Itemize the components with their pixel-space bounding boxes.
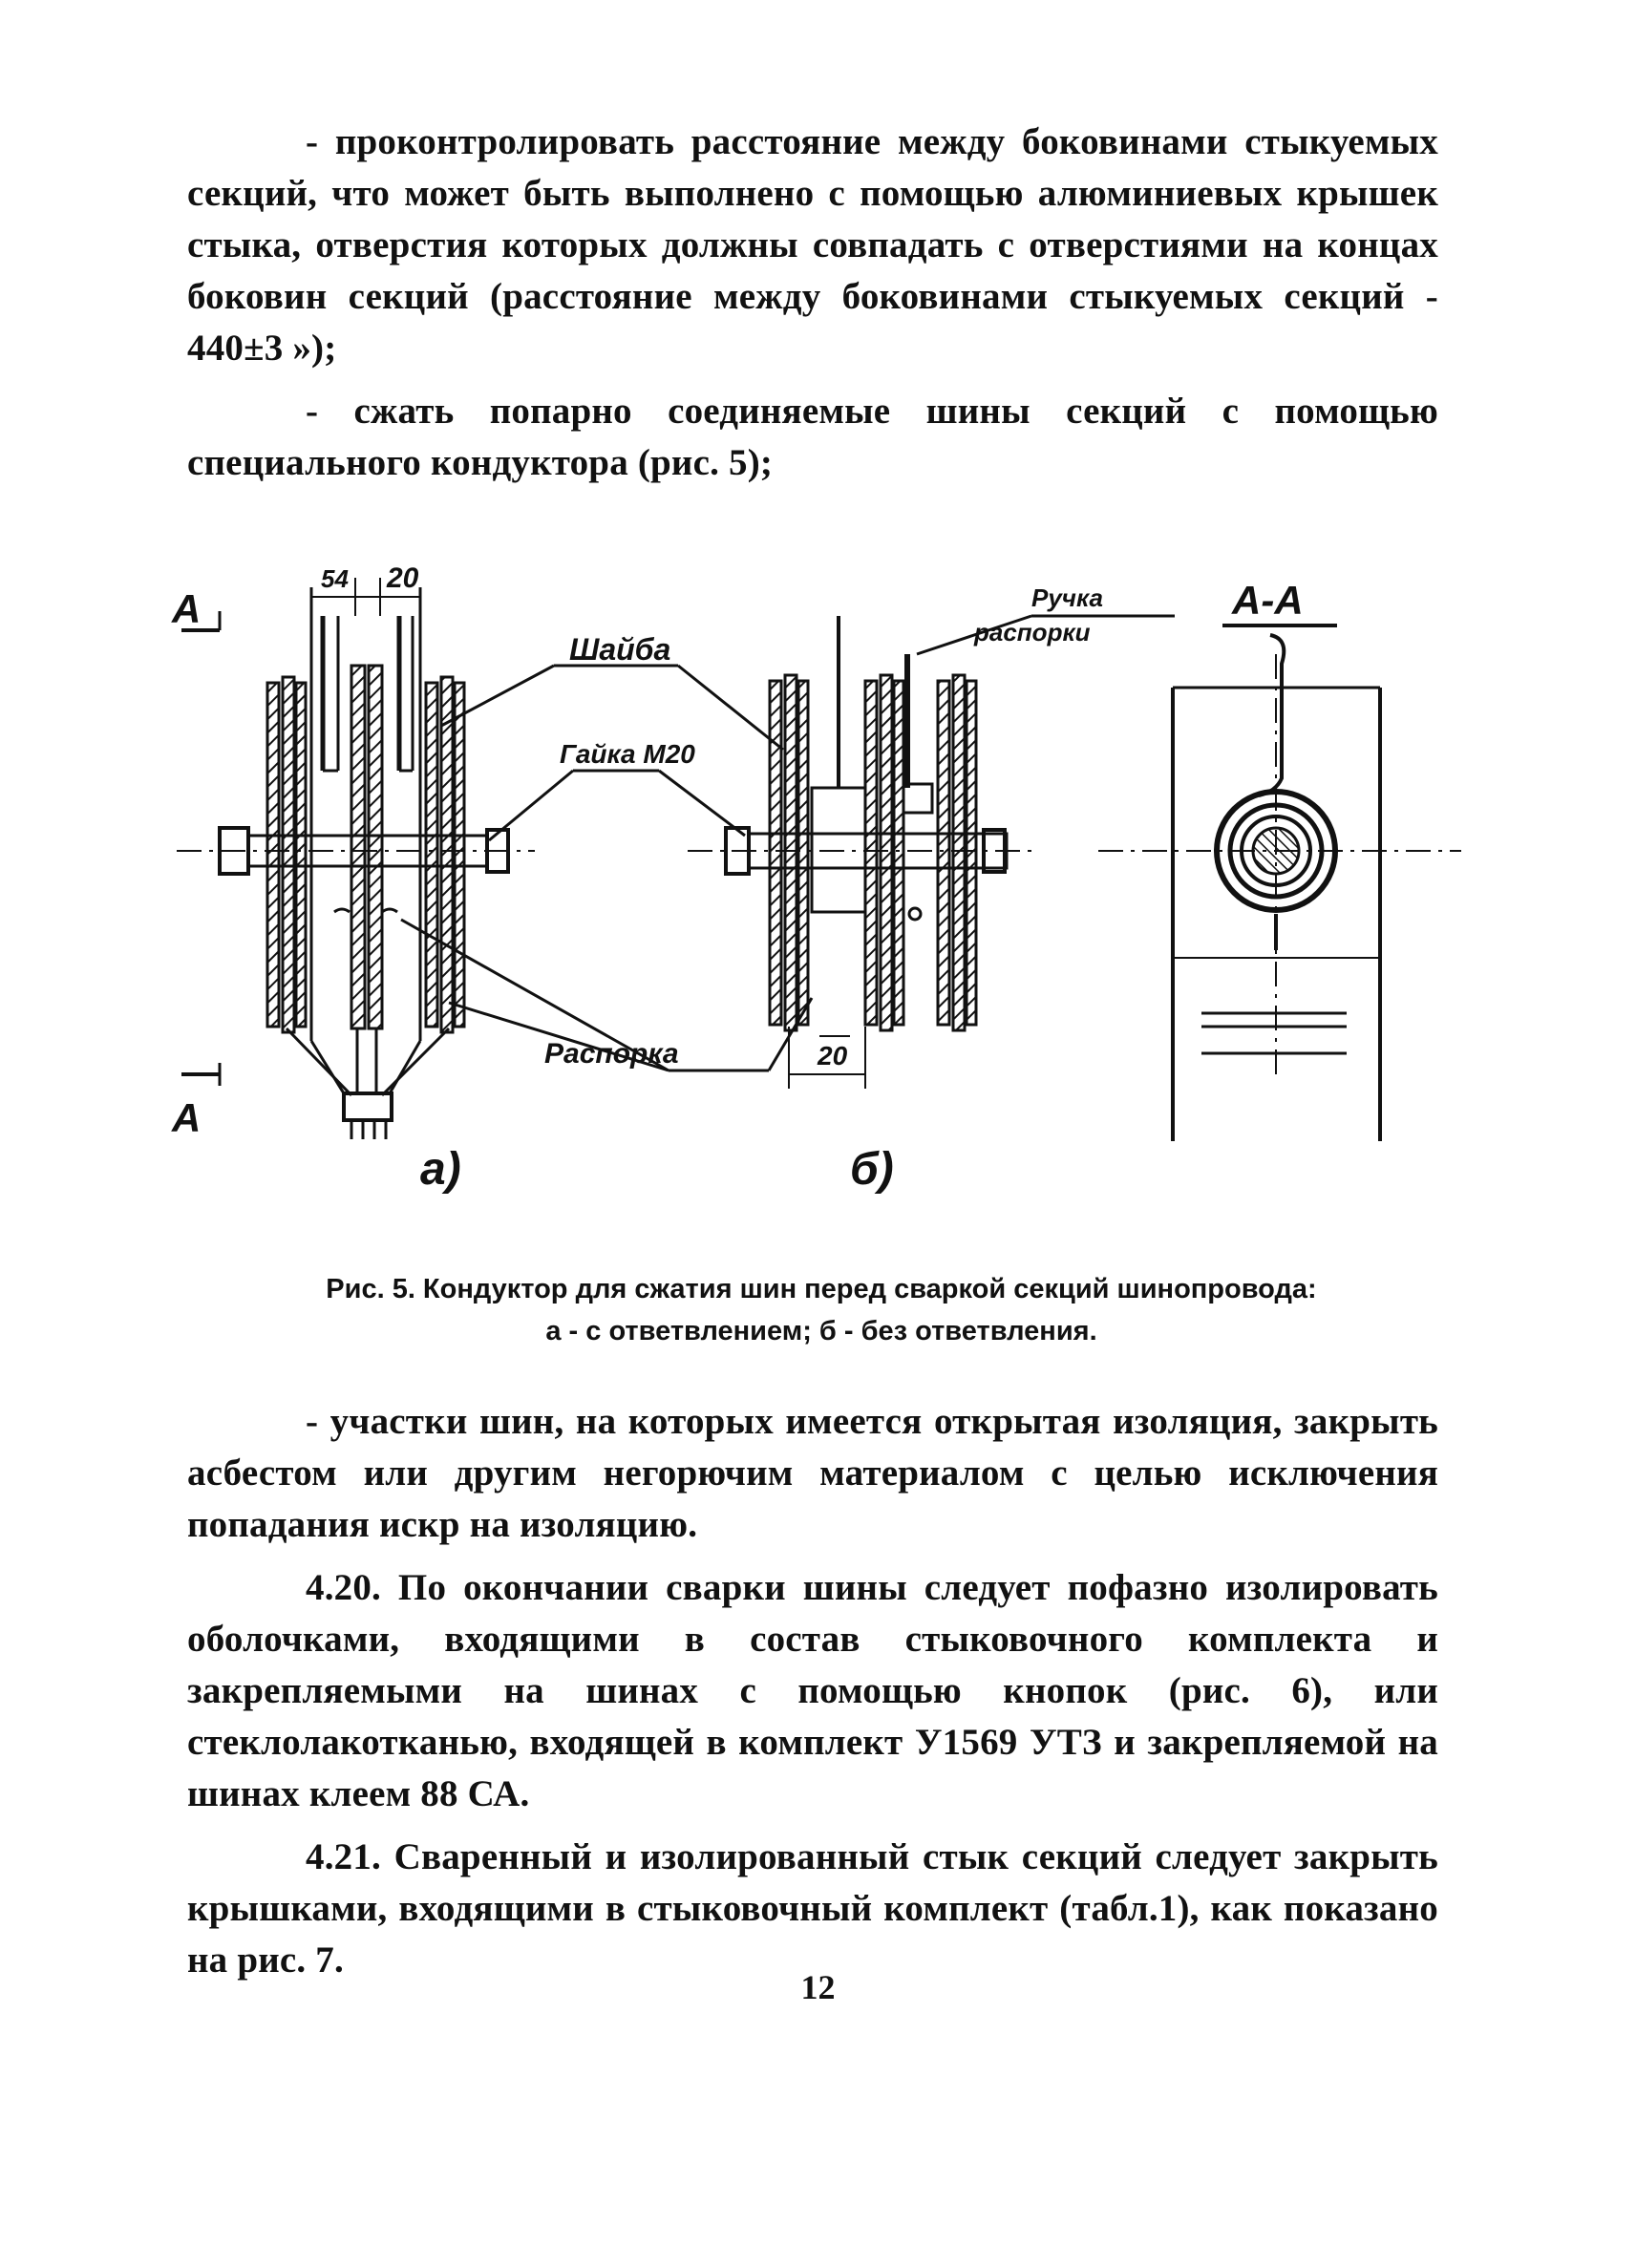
view-a	[177, 578, 535, 1139]
dim-54-label: 54	[321, 564, 349, 593]
paragraph: - сжать попарно соединяемые шины секций с помощью специального кондуктора (рис. 5);	[187, 391, 1438, 483]
variant-a-label: а)	[420, 1144, 461, 1195]
paragraph: 4.21. Сваренный и изолированный стык секций следует закрыть крышками, входящими в стыковочный комплект (табл.1), как показано на рис. 7.	[187, 1836, 1438, 1981]
nut-label: Гайка М20	[560, 739, 695, 769]
dim-20-top-label: 20	[387, 562, 419, 594]
section-view	[1098, 635, 1461, 1141]
text-block-top	[187, 117, 1438, 500]
jig-drawing	[143, 559, 1499, 1232]
figure-caption	[191, 1268, 1452, 1352]
caption-line-2: а - с ответвлением; б - без ответвления.	[545, 1316, 1097, 1346]
handle-label-line2: распорки	[974, 618, 1091, 646]
text-block-bottom	[187, 1396, 1438, 1998]
paragraph: - участки шин, на которых имеется открытая изоляция, закрыть асбестом или другим негорючим материалом с целью исключения попадания искр на изоляцию.	[187, 1401, 1438, 1545]
spacer-label: Распорка	[544, 1038, 679, 1070]
paragraph: 4.20. По окончании сварки шины следует пофазно изолировать оболочками, входящими в состав стыковочного комплекта и закрепляемыми на шинах с помощью кнопок (рис. 6), или стеклолакотканью, входящей в комплект У1569 УТЗ и закрепляемой на шинах клеем 88 СА.	[187, 1567, 1438, 1814]
section-view-label: А-А	[1232, 578, 1304, 623]
washer-label: Шайба	[569, 632, 671, 667]
caption-line-1: Рис. 5. Кондуктор для сжатия шин перед сваркой секций шинопровода:	[326, 1274, 1317, 1304]
paragraph: - проконтролировать расстояние между боковинами стыкуемых секций, что может быть выполнено с помощью алюминиевых крышек стыка, отверстия которых должны совпадать с отверстиями на концах боковин секций (расстояние между боковинами стыкуемых секций - 440±3 »);	[187, 121, 1438, 369]
view-b	[688, 616, 1036, 1089]
dim-20-bottom-label: 20	[818, 1041, 848, 1070]
section-mark-bottom: А	[172, 1095, 202, 1140]
page-number: 12	[800, 1968, 836, 2006]
figure-5	[143, 559, 1499, 1232]
variant-b-label: б)	[850, 1144, 894, 1195]
handle-label-line1: Ручка	[1031, 583, 1103, 612]
section-mark-top: А	[172, 586, 202, 631]
